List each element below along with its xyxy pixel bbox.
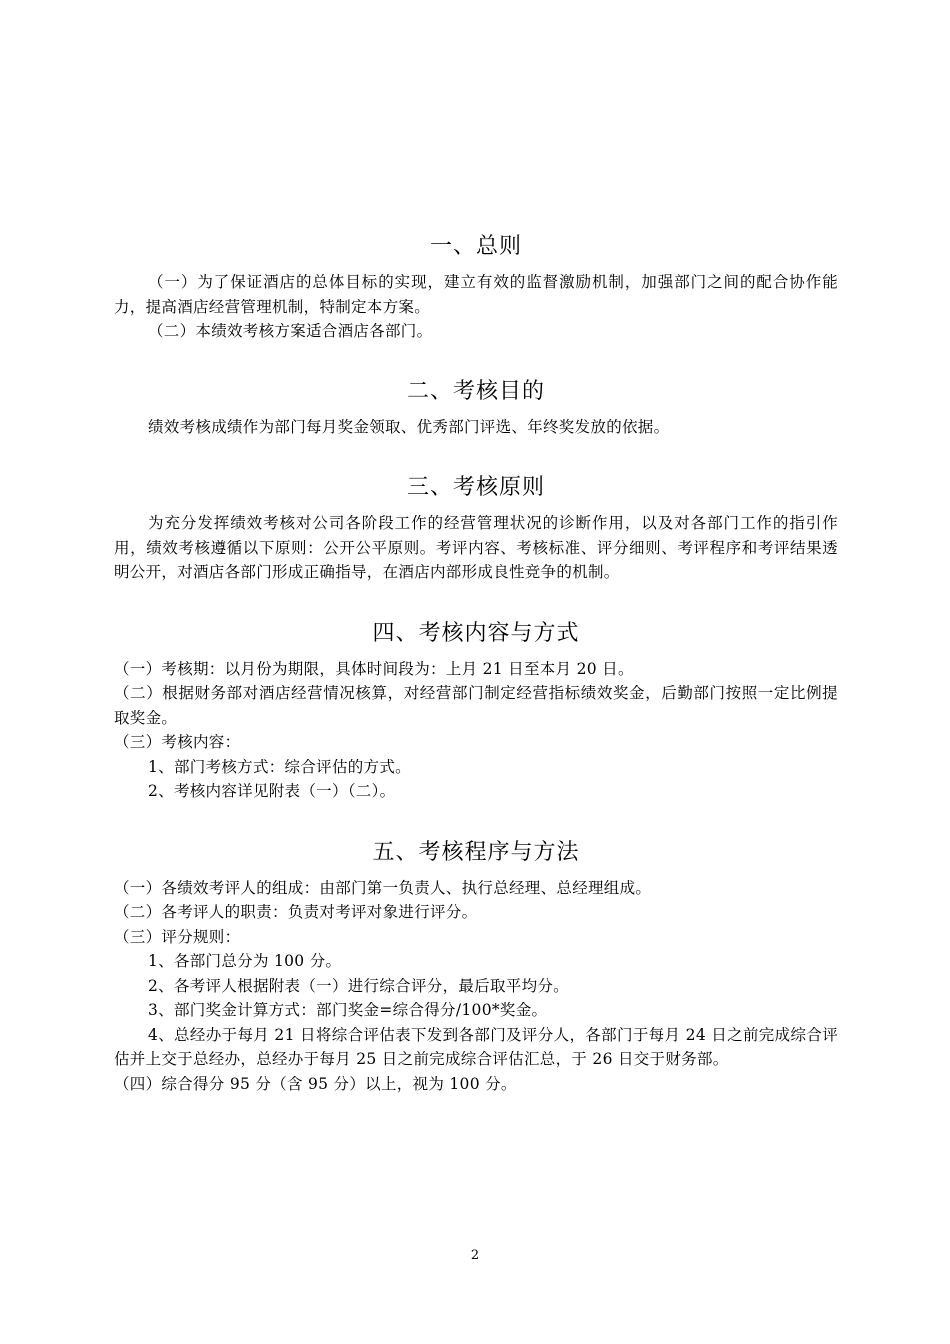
section-title: 三、考核原则 bbox=[406, 475, 545, 500]
paragraph: （二）各考评人的职责：负责对考评对象进行评分。 bbox=[114, 903, 478, 921]
paragraph: （一）为了保证酒店的总体目标的实现，建立有效的监督激励机制，加强部门之间的配合协作能力，提高酒店经营管理机制，特制定本方案。 bbox=[114, 273, 838, 316]
section-title: 四、考核内容与方式 bbox=[372, 620, 580, 646]
list-item: 1、部门考核方式：综合评估的方式。 bbox=[148, 757, 411, 776]
paragraph: 为充分发挥绩效考核对公司各阶段工作的经营管理状况的诊断作用，以及对各部门工作的指引作用，绩效考核遵循以下原则：公开公平原则。考评内容、考核标准、评分细则、考评程序和考评结果透明公开，对酒店各部门形成正确指导，在酒店内部形成良性竞争的机制。 bbox=[114, 514, 838, 581]
list-item: 2、各考评人根据附表（一）进行综合评分，最后取平均分。 bbox=[148, 976, 569, 995]
paragraph: （一）考核期：以月份为期限，具体时间段为：上月 21 日至本月 20 日。 bbox=[114, 659, 634, 678]
section-content-and-method bbox=[114, 619, 838, 804]
section-title: 一、总则 bbox=[429, 234, 522, 259]
page-number: 2 bbox=[470, 1248, 480, 1263]
list-item: 1、各部门总分为 100 分。 bbox=[148, 952, 342, 970]
paragraph: （三）评分规则： bbox=[114, 927, 241, 946]
paragraph: （一）各绩效考评人的组成：由部门第一负责人、执行总经理、总经理组成。 bbox=[114, 878, 652, 897]
section-title: 五、考核程序与方法 bbox=[372, 839, 580, 865]
section-principles bbox=[114, 473, 838, 585]
paragraph: 绩效考核成绩作为部门每月奖金领取、优秀部门评选、年终奖发放的依据。 bbox=[148, 417, 670, 436]
section-procedure bbox=[114, 838, 838, 1097]
document-body bbox=[114, 232, 838, 1096]
section-general bbox=[114, 232, 838, 344]
paragraph: （二）本绩效考核方案适合酒店各部门。 bbox=[148, 322, 433, 340]
list-item: 2、考核内容详见附表（一）（二）。 bbox=[148, 782, 396, 800]
list-item: 3、部门奖金计算方式：部门奖金=综合得分/100*奖金。 bbox=[148, 1001, 548, 1019]
section-purpose bbox=[114, 377, 838, 440]
section-title: 二、考核目的 bbox=[406, 378, 545, 404]
list-item: 4、总经办于每月 21 日将综合评估表下发到各部门及评分人，各部门于每月 24 日之前完成综合评估并上交于总经办，总经办于每月 25 日之前完成综合评估汇总，于 26 日交于财务部。 bbox=[114, 1025, 838, 1068]
paragraph: （四）综合得分 95 分（含 95 分）以上，视为 100 分。 bbox=[114, 1074, 517, 1093]
paragraph: （三）考核内容： bbox=[114, 733, 241, 751]
paragraph: （二）根据财务部对酒店经营情况核算，对经营部门制定经营指标绩效奖金，后勤部门按照一定比例提取奖金。 bbox=[114, 684, 838, 727]
